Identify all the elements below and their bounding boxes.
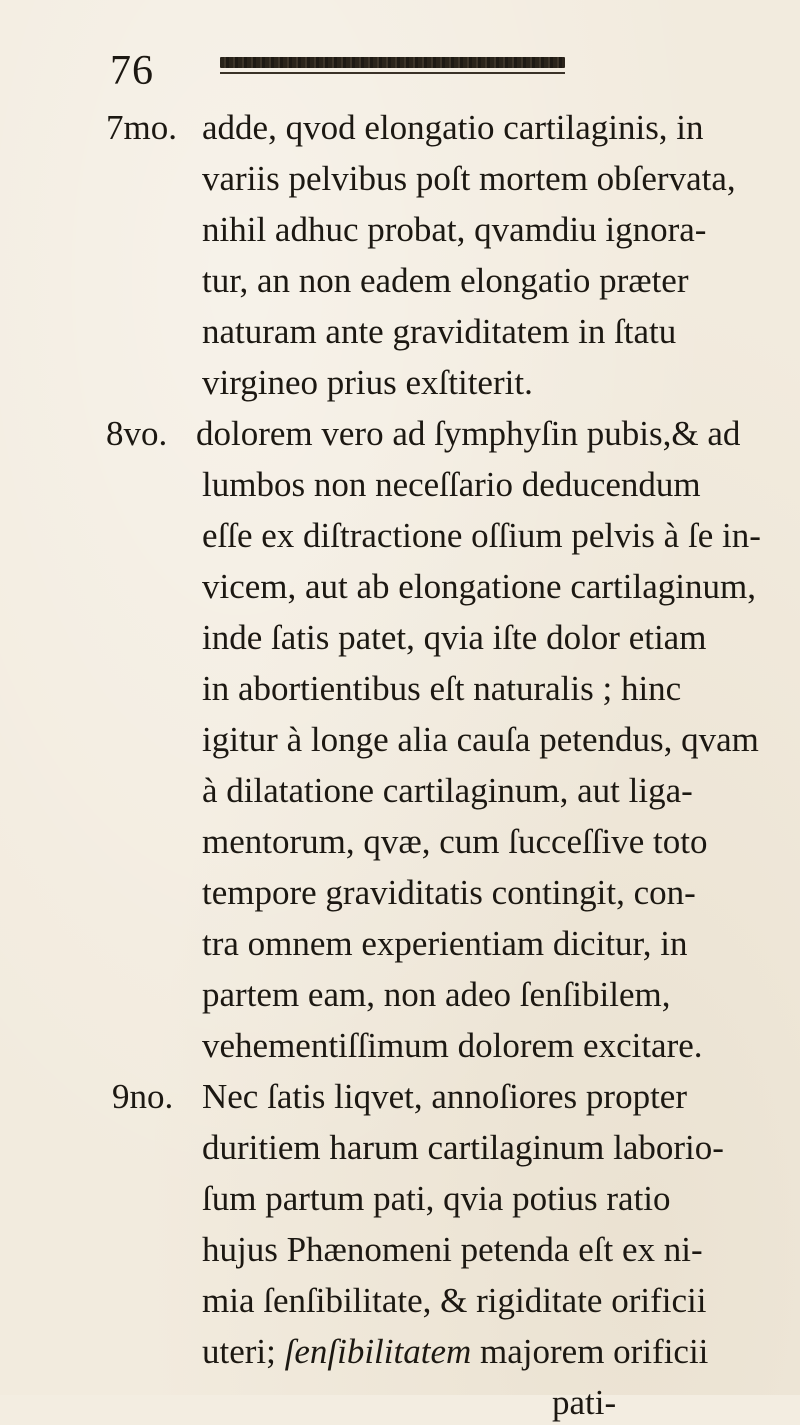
text-line: adde, qvod elongatio cartilaginis, in — [202, 108, 704, 147]
paragraph-numeral: 8vo. — [106, 414, 168, 453]
text-segment: majorem orificii — [471, 1332, 709, 1371]
text-line: mentorum, qvæ, cum ſucceſſive toto — [202, 822, 708, 861]
paragraph-numeral: 7mo. — [106, 108, 177, 147]
header-rule — [220, 57, 565, 68]
text-line: variis pelvibus poſt mortem obſervata, — [202, 159, 736, 198]
text-line: nihil adhuc probat, qvamdiu ignora- — [202, 210, 707, 249]
text-line: mia ſenſibilitate, & rigiditate orificii — [202, 1281, 707, 1320]
text-line: vicem, aut ab elongatione cartilaginum, — [202, 567, 756, 606]
text-line: dolorem vero ad ſymphyſin pubis,& ad — [196, 414, 741, 453]
text-line: tra omnem experientiam dicitur, in — [202, 924, 688, 963]
text-line: inde ſatis patet, qvia iſte dolor etiam — [202, 618, 707, 657]
text-line: in abortientibus eſt naturalis ; hinc — [202, 669, 682, 708]
catchword: pati- — [552, 1383, 617, 1422]
text-line: hujus Phænomeni petenda eſt ex ni- — [202, 1230, 703, 1269]
text-line: virgineo prius exſtiterit. — [202, 363, 533, 402]
text-line — [202, 1330, 708, 1374]
italic-term: ſenſibilitatem — [284, 1332, 472, 1371]
text-line: tur, an non eadem elongatio præter — [202, 261, 689, 300]
page-number: 76 — [110, 48, 154, 94]
text-line: duritiem harum cartilaginum laborio- — [202, 1128, 724, 1167]
paragraph-numeral: 9no. — [112, 1077, 174, 1116]
text-line: vehementiſſimum dolorem excitare. — [202, 1026, 703, 1065]
text-line: partem eam, non adeo ſenſibilem, — [202, 975, 671, 1014]
header-rule-underline — [220, 72, 565, 74]
text-line: igitur à longe alia cauſa petendus, qvam — [202, 720, 759, 759]
text-line: Nec ſatis liqvet, annoſiores propter — [202, 1077, 687, 1116]
text-line: ſum partum pati, qvia potius ratio — [202, 1179, 671, 1218]
text-line: naturam ante graviditatem in ſtatu — [202, 312, 677, 351]
text-line: lumbos non neceſſario deducendum — [202, 465, 701, 504]
text-line: à dilatatione cartilaginum, aut liga- — [202, 771, 693, 810]
text-line: eſſe ex diſtractione oſſium pelvis à ſe in- — [202, 516, 761, 555]
text-segment: uteri; — [202, 1332, 285, 1371]
text-line: tempore graviditatis contingit, con- — [202, 873, 696, 912]
